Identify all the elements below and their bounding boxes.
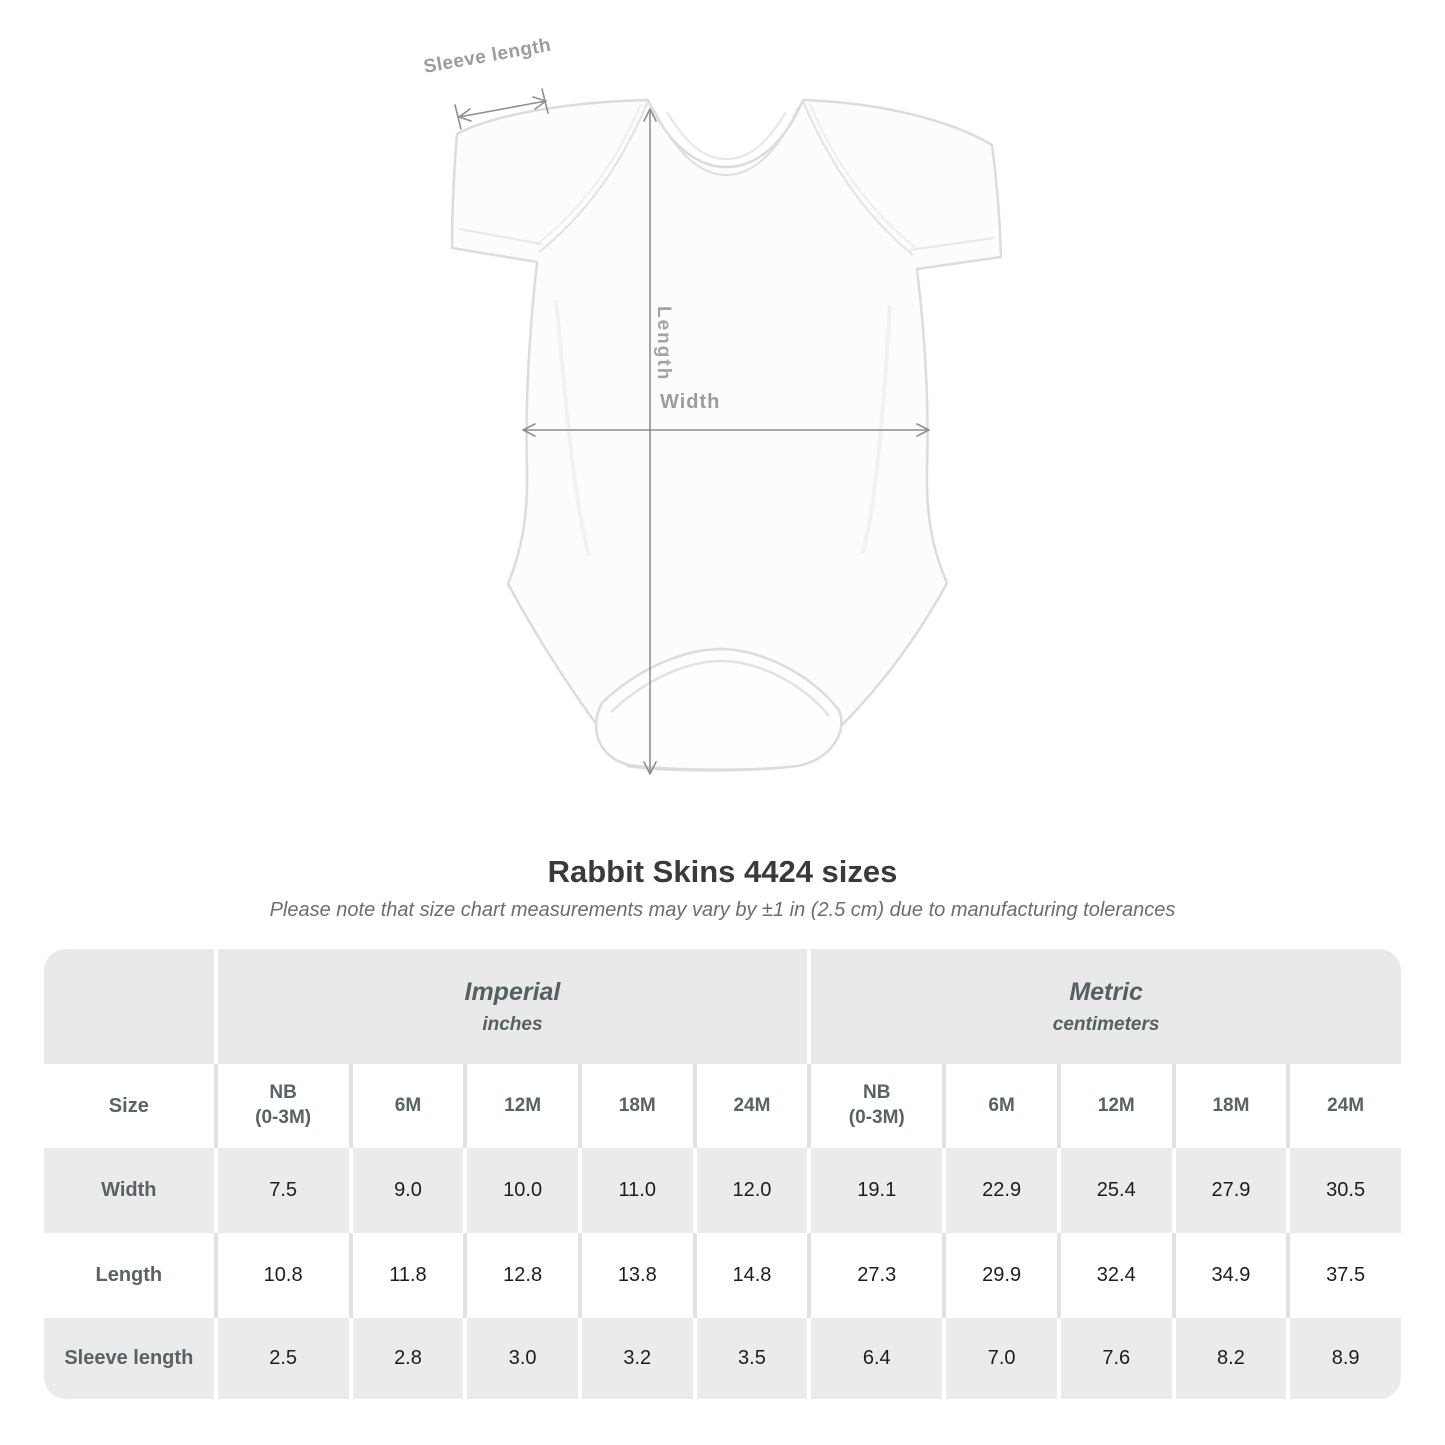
- size-header-row: [44, 1064, 1401, 1148]
- table-row-length: [44, 1233, 1401, 1318]
- table-cell: 2.8: [349, 1318, 464, 1399]
- table-cell: 29.9: [942, 1233, 1057, 1318]
- imperial-section-header: [214, 949, 808, 1064]
- table-cell: 3.2: [578, 1318, 693, 1399]
- table-row-sleeve-length: [44, 1318, 1401, 1399]
- table-corner-cell: [44, 949, 214, 1064]
- width-label: Width: [660, 391, 721, 413]
- table-cell: 11.8: [349, 1233, 464, 1318]
- column-header: 24M: [693, 1064, 808, 1148]
- metric-unit: centimeters: [1052, 1013, 1160, 1035]
- length-label: Length: [653, 306, 674, 382]
- table-cell: 3.5: [693, 1318, 808, 1399]
- table-cell: 2.5: [214, 1318, 349, 1399]
- table-cell: 34.9: [1172, 1233, 1287, 1318]
- page-subtitle: Please note that size chart measurements may vary by ±1 in (2.5 cm) due to manufacturing tolerances: [269, 899, 1176, 921]
- table-cell: 8.9: [1286, 1318, 1401, 1399]
- table-cell: 7.6: [1057, 1318, 1172, 1399]
- column-header: 18M: [578, 1064, 693, 1148]
- table-cell: 27.3: [807, 1233, 942, 1318]
- column-header: NB (0-3M): [214, 1064, 349, 1148]
- table-cell: 10.8: [214, 1233, 349, 1318]
- column-header: NB (0-3M): [807, 1064, 942, 1148]
- table-cell: 8.2: [1172, 1318, 1287, 1399]
- table-cell: 10.0: [463, 1148, 578, 1233]
- table-cell: 3.0: [463, 1318, 578, 1399]
- column-header: 6M: [942, 1064, 1057, 1148]
- table-cell: 14.8: [693, 1233, 808, 1318]
- table-cell: 13.8: [578, 1233, 693, 1318]
- table-cell: 7.0: [942, 1318, 1057, 1399]
- table-cell: 12.8: [463, 1233, 578, 1318]
- table-cell: 30.5: [1286, 1148, 1401, 1233]
- page-title: Rabbit Skins 4424 sizes: [547, 854, 898, 889]
- column-header: 12M: [463, 1064, 578, 1148]
- table-cell: 22.9: [942, 1148, 1057, 1233]
- size-row-label: Size: [44, 1064, 214, 1148]
- metric-title: Metric: [1069, 977, 1143, 1006]
- table-cell: 12.0: [693, 1148, 808, 1233]
- row-label: Width: [44, 1148, 214, 1233]
- column-header: 24M: [1286, 1064, 1401, 1148]
- size-table: [44, 949, 1401, 1399]
- table-cell: 37.5: [1286, 1233, 1401, 1318]
- column-header: 18M: [1172, 1064, 1287, 1148]
- row-label: Length: [44, 1233, 214, 1318]
- table-cell: 11.0: [578, 1148, 693, 1233]
- table-cell: 27.9: [1172, 1148, 1287, 1233]
- sleeve-length-label: Sleeve length: [422, 34, 553, 78]
- table-cell: 19.1: [807, 1148, 942, 1233]
- table-cell: 9.0: [349, 1148, 464, 1233]
- metric-section-header: [807, 949, 1401, 1064]
- table-cell: 6.4: [807, 1318, 942, 1399]
- column-header: 6M: [349, 1064, 464, 1148]
- table-cell: 7.5: [214, 1148, 349, 1233]
- table-cell: 25.4: [1057, 1148, 1172, 1233]
- row-label: Sleeve length: [44, 1318, 214, 1399]
- table-row-width: [44, 1148, 1401, 1233]
- table-cell: 32.4: [1057, 1233, 1172, 1318]
- unit-header-row: [44, 949, 1401, 1064]
- column-header: 12M: [1057, 1064, 1172, 1148]
- imperial-title: Imperial: [464, 977, 561, 1006]
- imperial-unit: inches: [482, 1013, 543, 1035]
